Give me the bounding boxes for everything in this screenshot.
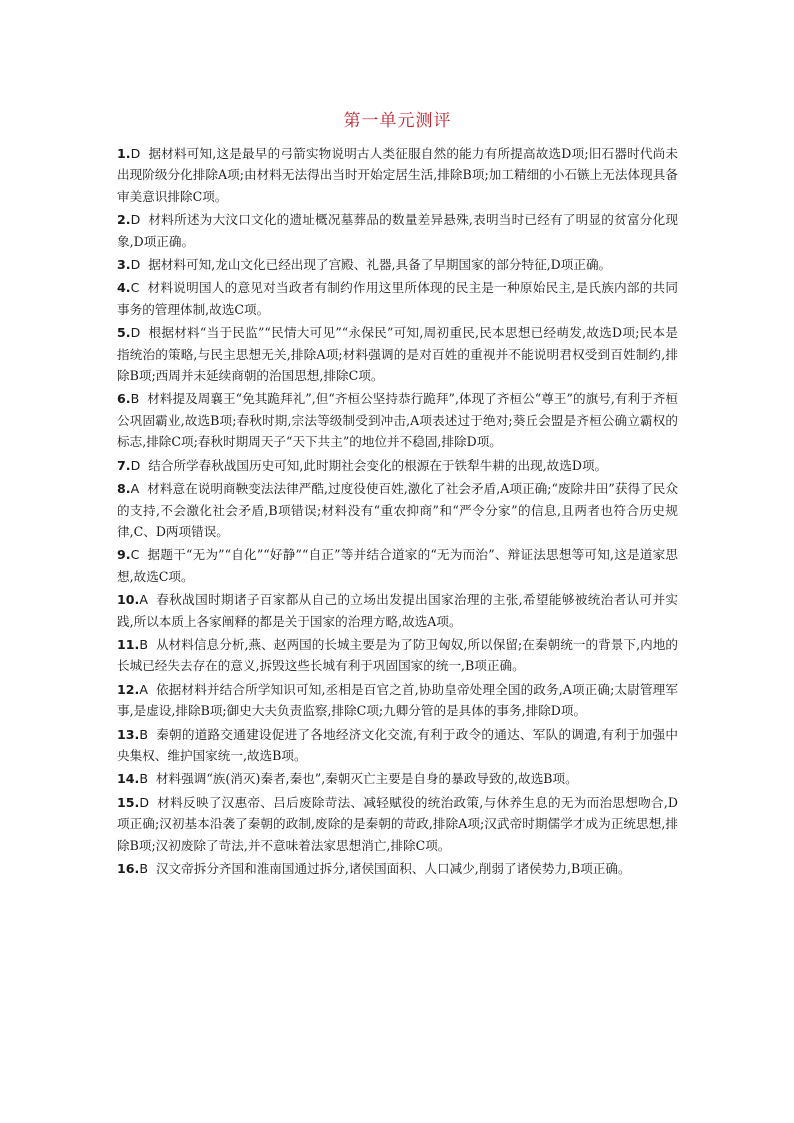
- answer-item: [117, 254, 678, 275]
- answer-item: [117, 724, 678, 767]
- answer-explanation: 材料提及周襄王“免其跪拜礼”,但“齐桓公坚持恭行跪拜”,体现了齐桓公“尊王”的旗号,有利于齐桓公巩固霸业,故选B项;春秋时期,宗法等级制受到冲击,A项表述过于绝对;葵丘会盟是齐桓公确立霸权的标志,排除C项;春秋时期周天子“天下共主”的地位并不稳固,排除D项。: [117, 391, 678, 450]
- answer-number: 14.: [117, 771, 140, 787]
- answer-explanation: 根据材料“当于民监”“民情大可见”“永保民”可知,周初重民,民本思想已经萌发,故选D项;民本是指统治的策略,与民主思想无关,排除A项;材料强调的是对百姓的重视并不能说明君权受到百姓制约,排除B项;西周并未延续商朝的治国思想,排除C项。: [117, 325, 678, 384]
- answer-item: [117, 209, 678, 252]
- answer-number: 4.: [117, 280, 131, 296]
- answer-number: 2.: [117, 212, 131, 228]
- answer-number: 11.: [117, 636, 140, 652]
- answer-item: [117, 544, 678, 587]
- answer-key: D: [130, 325, 141, 341]
- answer-item: [117, 455, 678, 476]
- answer-number: 6.: [117, 391, 131, 407]
- answer-key: A: [139, 592, 148, 608]
- answer-explanation: 材料意在说明商鞅变法法律严酷,过度役使百姓,激化了社会矛盾,A项正确;“废除井田”获得了民众的支持,不会激化社会矛盾,B项错误;材料没有“重农抑商”和“严令分家”的信息,且两者也符合历史规律,C、D两项错误。: [117, 481, 678, 539]
- answer-key: D: [139, 794, 150, 810]
- answer-list: [117, 143, 678, 879]
- answer-key: C: [130, 547, 140, 563]
- answer-item: [117, 634, 678, 677]
- answer-key: B: [130, 391, 140, 407]
- answer-key: D: [130, 457, 141, 473]
- answer-key: C: [130, 280, 140, 296]
- answer-number: 3.: [117, 257, 131, 273]
- answer-key: B: [139, 861, 148, 876]
- answer-explanation: 材料反映了汉惠帝、吕后废除苛法、减轻赋役的统治政策,与休养生息的无为而治思想吻合,D项正确;汉初基本沿袭了秦朝的政制,废除的是秦朝的苛政,排除A项;汉武帝时期儒学才成为正统思想,排除B项;汉初废除了苛法,并不意味着法家思想消亡,排除C项。: [117, 794, 678, 853]
- answer-number: 16.: [117, 861, 140, 876]
- page-title: 第一单元测评: [343, 111, 452, 131]
- answer-key: D: [130, 212, 141, 228]
- answer-item: [117, 792, 678, 856]
- answer-explanation: 汉文帝拆分齐国和淮南国通过拆分,诸侯国面积、人口减少,削弱了诸侯势力,B项正确。: [155, 861, 631, 876]
- answer-item: [117, 277, 678, 320]
- answer-item: [117, 858, 678, 879]
- answer-explanation: 秦朝的道路交通建设促进了各地经济文化交流,有利于政令的通达、军队的调遣,有利于加强中央集权、维护国家统一,故选B项。: [117, 726, 678, 763]
- answer-explanation: 依据材料并结合所学知识可知,丞相是百官之首,协助皇帝处理全国的政务,A项正确;太尉管理军事,是虚设,排除B项;御史大夫负责监察,排除C项;九卿分管的是具体的事务,排除D项。: [117, 681, 678, 719]
- answer-number: 5.: [117, 325, 131, 341]
- answer-item: [117, 478, 678, 542]
- answer-number: 8.: [117, 481, 131, 497]
- answer-key: B: [139, 726, 148, 742]
- answer-explanation: 材料所述为大汶口文化的遗址概况墓葬品的数量差异悬殊,表明当时已经有了明显的贫富分化现象,D项正确。: [117, 212, 678, 249]
- answer-key: A: [130, 481, 140, 497]
- answer-item: [117, 768, 678, 789]
- answer-explanation: 材料强调“族(消灭)秦者,秦也”,秦朝灭亡主要是自身的暴政导致的,故选B项。: [155, 771, 578, 787]
- answer-key: B: [139, 636, 148, 652]
- answer-number: 15.: [117, 794, 140, 810]
- answer-explanation: 春秋战国时期诸子百家都从自己的立场出发提出国家治理的主张,希望能够被统治者认可并实践,所以本质上各家阐释的都是关于国家的治理方略,故选A项。: [117, 592, 678, 629]
- answer-explanation: 据材料可知,龙山文化已经出现了宫殿、礼器,具备了早期国家的部分特征,D项正确。: [148, 257, 612, 273]
- answer-number: 12.: [117, 681, 140, 697]
- answer-item: [117, 589, 678, 632]
- answer-item: [117, 322, 678, 386]
- answer-item: [117, 388, 678, 452]
- answer-key: B: [139, 771, 148, 787]
- answer-item: [117, 143, 678, 207]
- answer-key: A: [139, 681, 148, 697]
- answer-item: [117, 679, 678, 722]
- answer-explanation: 材料说明国人的意见对当政者有制约作用这里所体现的民主是一种原始民主,是氏族内部的共同事务的管理体制,故选C项。: [117, 280, 678, 317]
- answer-explanation: 据材料可知,这是最早的弓箭实物说明古人类征服自然的能力有所提高故选D项;旧石器时代尚未出现阶级分化排除A项;由材料无法得出当时开始定居生活,排除B项;加工精细的小石镞上无法体现具备审美意识排除C项。: [117, 146, 678, 204]
- answer-key: D: [130, 257, 141, 273]
- answer-number: 1.: [117, 146, 131, 161]
- answer-key: D: [130, 146, 141, 161]
- answer-number: 10.: [117, 592, 140, 608]
- answer-explanation: 从材料信息分析,燕、赵两国的长城主要是为了防卫匈奴,所以保留;在秦朝统一的背景下,内地的长城已经失去存在的意义,拆毁这些长城有利于巩固国家的统一,B项正确。: [117, 636, 678, 674]
- answer-number: 13.: [117, 726, 140, 742]
- answer-number: 7.: [117, 457, 131, 473]
- answer-explanation: 据题干“无为”“自化”“好静”“自正”等并结合道家的“无为而治”、辩证法思想等可知,这是道家思想,故选C项。: [117, 547, 678, 584]
- answer-number: 9.: [117, 547, 131, 563]
- answer-explanation: 结合所学春秋战国历史可知,此时期社会变化的根源在于铁犁牛耕的出现,故选D项。: [148, 457, 608, 473]
